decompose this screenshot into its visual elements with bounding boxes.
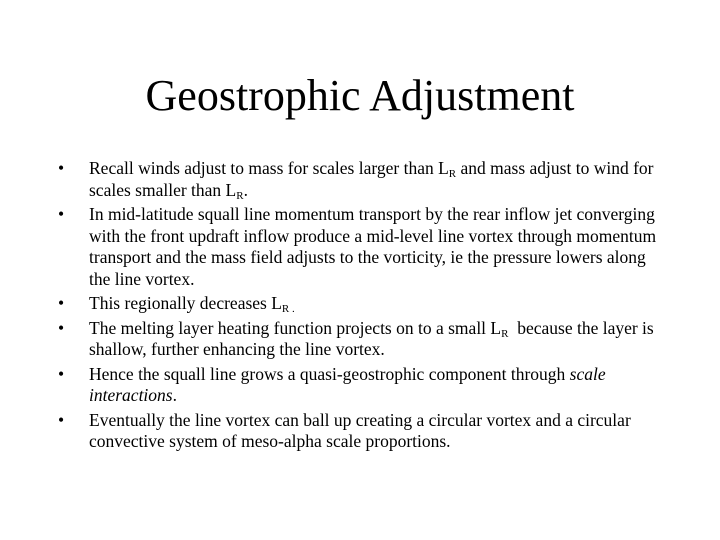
subscript-r: R [448, 168, 457, 180]
bullet-1-text-c: . [243, 179, 248, 200]
bullet-item-3 [58, 293, 658, 315]
subscript-r: R [281, 303, 290, 315]
bullet-marker: • [58, 158, 65, 178]
bullet-2-text: In mid-latitude squall line momentum transport by the rear inflow jet converging with the front updraft inflow produce a mid-level line vortex through momentum transport and the mass field adjusts to the vorticity, ie the pressure lowers along the line vortex. [89, 204, 657, 289]
bullet-4-text-a: The melting layer heating function projects on to a small L [89, 317, 502, 338]
bullet-5-emphasis: scale interactions [89, 363, 606, 405]
bullet-list [58, 158, 658, 456]
bullet-item-2 [58, 204, 658, 290]
bullet-5-text-b: . [172, 385, 177, 405]
bullet-6-text: Eventually the line vortex can ball up creating a circular vortex and a circular convective system of meso-alpha scale proportions. [89, 409, 631, 451]
bullet-1-text-b: and mass adjust to wind for scales smaller than L [89, 158, 654, 200]
bullet-marker: • [58, 204, 65, 224]
bullet-marker: • [58, 293, 65, 313]
bullet-item-4 [58, 318, 658, 361]
bullet-5-text-a: Hence the squall line grows a quasi-geostrophic component through [89, 363, 570, 384]
bullet-marker: • [58, 409, 65, 430]
subscript-r: R [501, 327, 509, 340]
bullet-item-5 [58, 364, 658, 407]
bullet-marker: • [58, 363, 65, 384]
bullet-item-1 [58, 158, 658, 201]
bullet-1-text-a: Recall winds adjust to mass for scales larger than L [89, 158, 449, 178]
bullet-4-text-b: because the layer is shallow, further enhancing the line vortex. [89, 317, 659, 359]
bullet-item-6 [58, 410, 658, 453]
bullet-marker: • [58, 317, 65, 338]
slide-title: Geostrophic Adjustment [145, 71, 575, 120]
bullet-3-text-b: . [289, 303, 295, 315]
bullet-3-text-a: This regionally decreases L [89, 293, 282, 313]
subscript-r: R [236, 189, 244, 202]
